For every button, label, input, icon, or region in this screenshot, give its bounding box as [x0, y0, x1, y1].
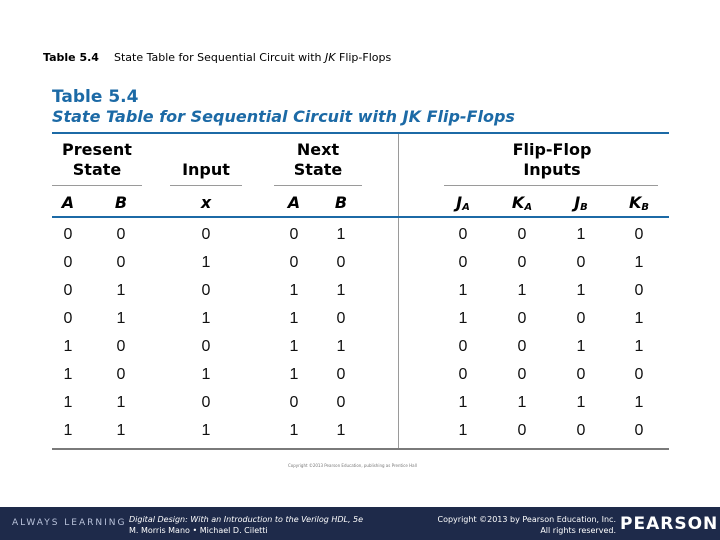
table-row: [52, 420, 669, 448]
cell-kb: 0: [634, 226, 644, 243]
cell-jb: 0: [576, 366, 586, 383]
caption-title-prefix: State Table for Sequential Circuit with: [114, 51, 326, 64]
cell-kb: 0: [634, 366, 644, 383]
header-next-state-line1: Next: [296, 140, 340, 159]
next-state-underline: [274, 185, 362, 186]
cell-next-a: 1: [289, 338, 299, 355]
cell-b: 0: [116, 226, 126, 243]
cell-next-b: 0: [336, 310, 346, 327]
cell-x: 0: [201, 226, 211, 243]
footer-book-title: Digital Design: With an Introduction to the Verilog HDL, 5e: [129, 515, 364, 524]
footer-copyright-line2: All rights reserved.: [540, 526, 616, 535]
cell-x: 0: [201, 394, 211, 411]
cell-x: 0: [201, 282, 211, 299]
cell-next-a: 1: [289, 282, 299, 299]
header-input-line1: Input: [182, 160, 230, 179]
cell-x: 1: [201, 310, 211, 327]
table-row: [52, 252, 669, 280]
cell-ja: 1: [458, 310, 468, 327]
figure-title: [52, 88, 515, 126]
table-row: [52, 364, 669, 392]
cell-jb: 1: [576, 226, 586, 243]
table-header-rule: [52, 216, 669, 218]
col-header-jb: [566, 193, 596, 213]
slide-caption: [43, 51, 391, 64]
header-flip-flop-inputs: [482, 140, 622, 180]
cell-ja: 1: [458, 282, 468, 299]
cell-next-a: 1: [289, 422, 299, 439]
cell-a: 1: [63, 422, 73, 439]
cell-kb: 1: [634, 254, 644, 271]
cell-next-a: 1: [289, 366, 299, 383]
header-ff-line2: Inputs: [523, 160, 581, 179]
cell-next-b: 1: [336, 338, 346, 355]
cell-next-a: 0: [289, 254, 299, 271]
col-header-a: A: [61, 193, 75, 212]
ja-sub: A: [462, 202, 470, 213]
cell-ka: 0: [517, 226, 527, 243]
header-present-state: [57, 140, 137, 180]
cell-b: 1: [116, 422, 126, 439]
table-row: [52, 280, 669, 308]
cell-b: 1: [116, 282, 126, 299]
table-row: [52, 336, 669, 364]
cell-next-a: 0: [289, 226, 299, 243]
col-header-ja: [448, 193, 478, 213]
cell-jb: 1: [576, 282, 586, 299]
table-top-rule: [52, 132, 669, 134]
cell-kb: 1: [634, 394, 644, 411]
ka-sub: A: [524, 202, 533, 213]
caption-title: [114, 51, 391, 64]
footer-brand: ALWAYS LEARNING: [12, 518, 127, 528]
table-row: [52, 392, 669, 420]
cell-ja: 0: [458, 226, 468, 243]
cell-kb: 0: [634, 422, 644, 439]
caption-title-italic: JK: [325, 51, 336, 64]
cell-next-b: 1: [336, 422, 346, 439]
cell-ja: 1: [458, 394, 468, 411]
header-present-state-line1: Present: [62, 140, 132, 159]
cell-jb: 1: [576, 338, 586, 355]
figure-subtitle: State Table for Sequential Circuit with JK Flip-Flops: [52, 107, 515, 126]
flip-flop-underline: [444, 185, 658, 186]
header-next-state-line2: State: [293, 160, 343, 179]
col-header-kb: [624, 193, 654, 213]
cell-next-b: 0: [336, 366, 346, 383]
cell-next-b: 0: [336, 394, 346, 411]
header-ff-line1: Flip-Flop: [512, 140, 592, 159]
col-header-b: B: [114, 193, 128, 212]
table-row: [52, 308, 669, 336]
cell-ka: 1: [517, 282, 527, 299]
jb-sub: B: [580, 202, 588, 213]
cell-ka: 0: [517, 310, 527, 327]
figure-label: Table 5.4: [52, 87, 139, 107]
col-header-ka: [507, 193, 537, 213]
cell-ja: 0: [458, 338, 468, 355]
present-state-underline: [52, 185, 142, 186]
footer-bar: [0, 507, 720, 540]
cell-a: 1: [63, 394, 73, 411]
cell-x: 1: [201, 254, 211, 271]
kb-sub: B: [641, 202, 650, 213]
footer-copyright: [437, 514, 616, 536]
header-next-state: [276, 140, 360, 180]
cell-a: 0: [63, 226, 73, 243]
cell-ka: 0: [517, 422, 527, 439]
footer-copyright-line1: Copyright ©2013 by Pearson Education, Inc.: [437, 515, 616, 524]
cell-kb: 1: [634, 338, 644, 355]
cell-ja: 0: [458, 366, 468, 383]
state-table: [52, 132, 669, 450]
cell-kb: 1: [634, 310, 644, 327]
jb-main: J: [574, 193, 581, 212]
cell-jb: 0: [576, 422, 586, 439]
table-row: [52, 224, 669, 252]
cell-next-b: 0: [336, 254, 346, 271]
cell-b: 0: [116, 366, 126, 383]
cell-a: 0: [63, 282, 73, 299]
col-header-next-b: B: [334, 193, 348, 212]
cell-ka: 1: [517, 394, 527, 411]
cell-a: 0: [63, 310, 73, 327]
kb-main: K: [628, 193, 642, 212]
header-present-state-line2: State: [72, 160, 122, 179]
cell-x: 0: [201, 338, 211, 355]
cell-ka: 0: [517, 254, 527, 271]
cell-jb: 1: [576, 394, 586, 411]
cell-next-b: 1: [336, 226, 346, 243]
cell-x: 1: [201, 422, 211, 439]
cell-a: 1: [63, 366, 73, 383]
footer-book-authors: M. Morris Mano • Michael D. Ciletti: [129, 526, 268, 535]
cell-ka: 0: [517, 338, 527, 355]
footer-book-info: [129, 514, 363, 536]
cell-a: 1: [63, 338, 73, 355]
cell-next-a: 1: [289, 310, 299, 327]
table-bottom-rule: [52, 448, 669, 450]
header-input: [171, 160, 241, 180]
cell-kb: 0: [634, 282, 644, 299]
caption-number: Table 5.4: [43, 51, 99, 64]
cell-ja: 0: [458, 254, 468, 271]
col-header-next-a: A: [287, 193, 301, 212]
col-header-x: x: [200, 193, 212, 212]
cell-next-b: 1: [336, 282, 346, 299]
figure-credit: Copyright ©2013 Pearson Education, publishing as Prentice Hall: [288, 463, 417, 468]
input-underline: [170, 185, 242, 186]
caption-title-suffix: Flip-Flops: [335, 51, 392, 64]
cell-b: 1: [116, 310, 126, 327]
ja-main: J: [456, 193, 463, 212]
cell-ja: 1: [458, 422, 468, 439]
cell-a: 0: [63, 254, 73, 271]
cell-jb: 0: [576, 310, 586, 327]
cell-ka: 0: [517, 366, 527, 383]
cell-b: 1: [116, 394, 126, 411]
cell-jb: 0: [576, 254, 586, 271]
pearson-logo: PEARSON: [620, 514, 719, 534]
cell-b: 0: [116, 254, 126, 271]
cell-b: 0: [116, 338, 126, 355]
cell-x: 1: [201, 366, 211, 383]
table-body: [52, 224, 669, 448]
ka-main: K: [511, 193, 525, 212]
cell-next-a: 0: [289, 394, 299, 411]
